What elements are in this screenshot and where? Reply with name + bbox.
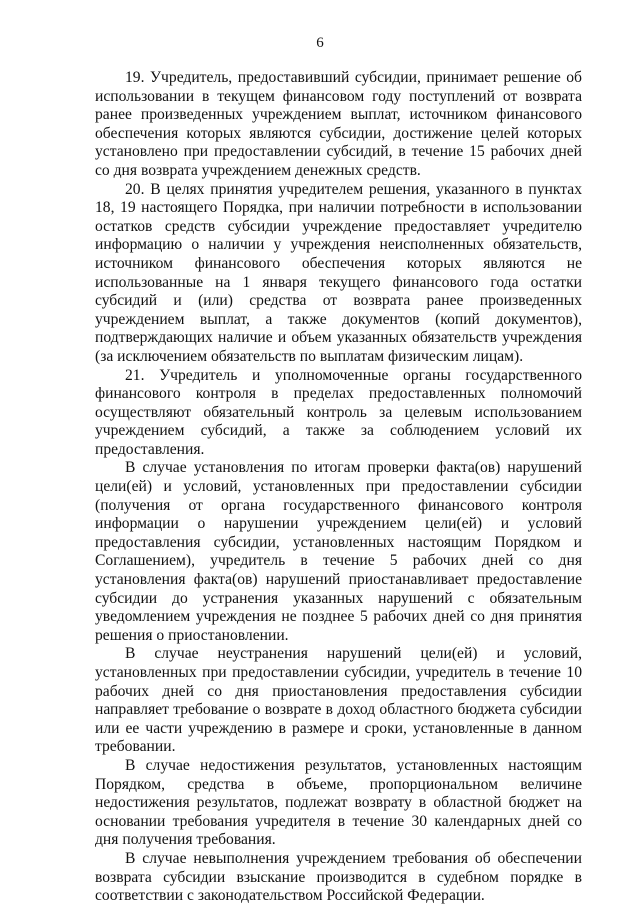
- paragraph-violation-suspension: В случае установления по итогам проверки факта(ов) нарушений цели(ей) и условий, установленных при предоставлении субсидии (получения от органа государственного финансового контроля информации о нарушении учреждением цели(ей) и условий предоставления субсидии, установленных настоящим Порядком и Соглашением), учредитель в течение 5 рабочих дней со дня установления факта(ов) нарушений приостанавливает предоставление субсидии до устранения указанных нарушений с обязательным уведомлением учреждения не позднее 5 рабочих дней со дня принятия решения о приостановлении.: [95, 459, 582, 644]
- paragraph-court-recovery: В случае невыполнения учреждением требования об обеспечении возврата субсидии взыскание производится в судебном порядке в соответствии с законодательством Российской Федерации.: [95, 849, 582, 905]
- paragraph-19: 19. Учредитель, предоставивший субсидии, принимает решение об использовании в текущем финансовом году поступлений от возврата ранее произведенных учреждением выплат, источником финансового обеспечения которых являются субсидии, достижение целей которых установлено при предоставлении субсидий, в течение 15 рабочих дней со дня возврата учреждением денежных средств.: [95, 69, 582, 179]
- page-number: 6: [316, 35, 324, 51]
- document-body: [95, 69, 582, 906]
- paragraph-results-not-achieved: В случае недостижения результатов, установленных настоящим Порядком, средства в объеме, пропорциональном величине недостижения результатов, подлежат возврату в областной бюджет на основании требования учредителя в течение 30 календарных дней со дня получения требования.: [95, 756, 582, 849]
- paragraph-21: 21. Учредитель и уполномоченные органы государственного финансового контроля в пределах предоставленных полномочий осуществляют обязательный контроль за целевым использованием учреждением субсидий, а также за соблюдением условий их предоставления.: [95, 366, 582, 458]
- paragraph-20: 20. В целях принятия учредителем решения, указанного в пунктах 18, 19 настоящего Порядка, при наличии потребности в использовании остатков средств субсидии учреждение предоставляет учредителю информацию о наличии у учреждения неисполненных обязательств, источником финансового обеспечения которых являются не использованные на 1 января текущего финансового года остатки субсидий и (или) средства от возврата ранее произведенных учреждением выплат, а также документов (копий документов), подтверждающих наличие и объем указанных обязательств учреждения (за исключением обязательств по выплатам физическим лицам).: [95, 180, 582, 365]
- paragraph-non-elimination-return: В случае неустранения нарушений цели(ей) и условий, установленных при предоставлении субсидии, учредитель в течение 10 рабочих дней со дня приостановления предоставления субсидии направляет требование о возврате в доход областного бюджета субсидии или ее части учреждению в размере и сроки, установленные в данном требовании.: [95, 645, 582, 756]
